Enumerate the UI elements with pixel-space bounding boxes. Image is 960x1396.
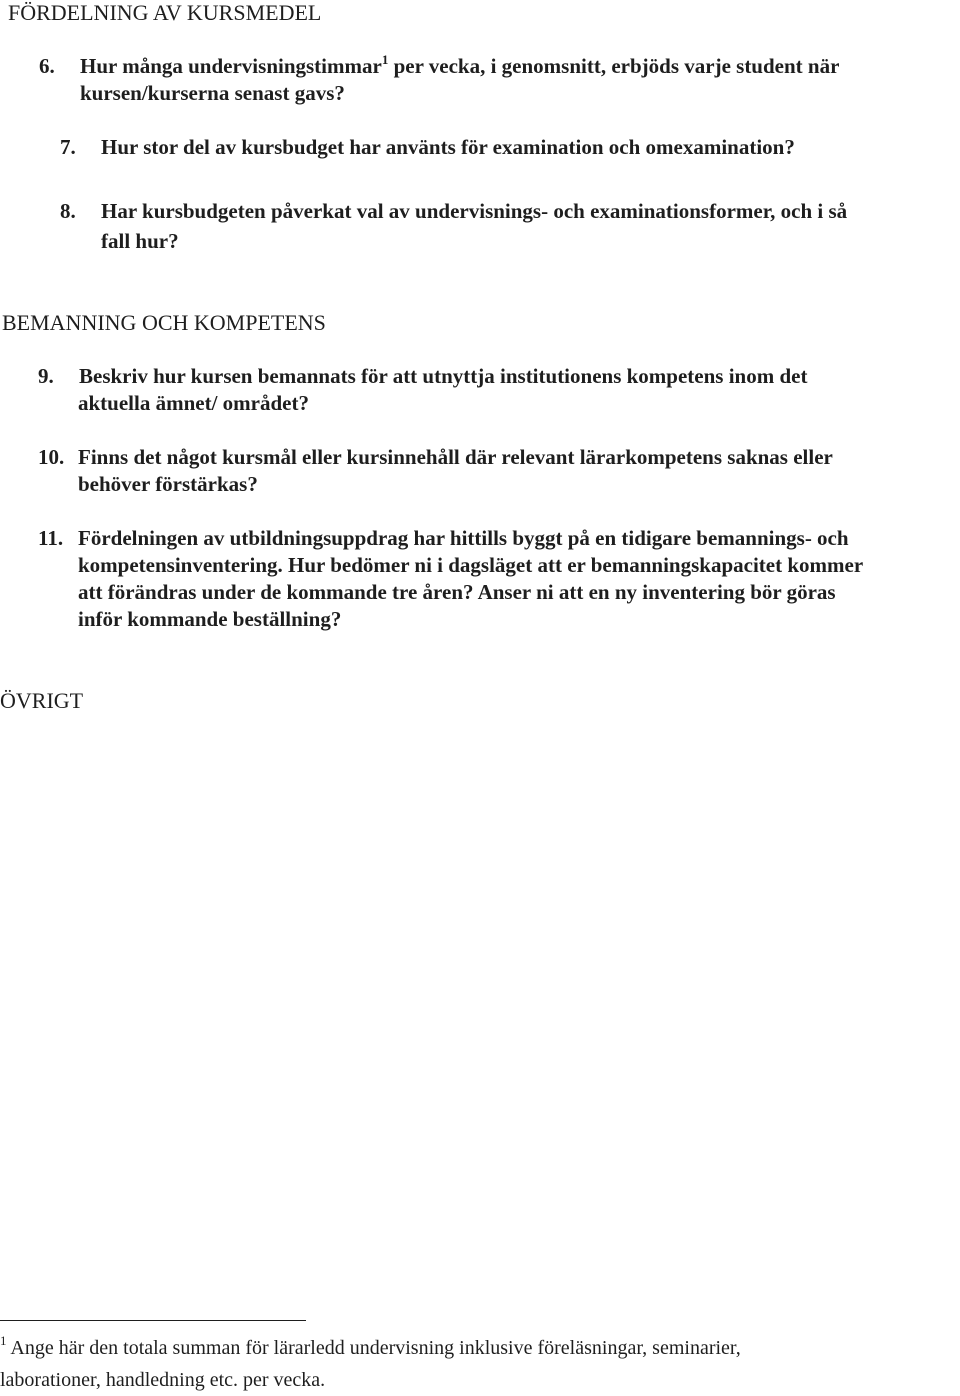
- footnote-reference: 1: [381, 52, 389, 67]
- footnote: [0, 1332, 741, 1364]
- question-text: per vecka, i genomsnitt, erbjöds varje student när: [388, 54, 840, 78]
- question-8-line-2: fall hur?: [101, 229, 179, 253]
- section-heading-bemanning: BEMANNING OCH KOMPETENS: [2, 310, 326, 335]
- question-text: Finns det något kursmål eller kursinnehåll där relevant lärarkompetens saknas eller: [78, 445, 833, 469]
- footnote-marker: 1: [0, 1333, 7, 1348]
- question-number: 7.: [60, 135, 76, 159]
- footnote-separator: [0, 1320, 306, 1321]
- question-6-line-2: kursen/kurserna senast gavs?: [80, 81, 345, 105]
- question-10: [38, 444, 833, 471]
- question-number: 10.: [38, 445, 65, 469]
- question-text: Fördelningen av utbildningsuppdrag har hittills byggt på en tidigare bemannings- och: [78, 526, 849, 550]
- question-9-line-2: aktuella ämnet/ området?: [78, 391, 309, 415]
- section-heading-fordelning: FÖRDELNING AV KURSMEDEL: [8, 0, 322, 25]
- question-text: Hur stor del av kursbudget har använts för examination och omexamination?: [101, 135, 795, 159]
- question-11: [38, 525, 849, 552]
- question-11-line-3: att förändras under de kommande tre åren? Anser ni att en ny inventering bör göras: [78, 580, 836, 604]
- question-text: Har kursbudgeten påverkat val av undervisnings- och examinationsformer, och i så: [101, 199, 848, 223]
- question-text: Beskriv hur kursen bemannats för att utnyttja institutionens kompetens inom det: [79, 364, 808, 388]
- footnote-text: Ange här den totala summan för lärarledd undervisning inklusive föreläsningar, seminarier,: [6, 1337, 741, 1359]
- question-number: 11.: [38, 526, 64, 550]
- question-number: 9.: [38, 364, 54, 388]
- question-8: [60, 198, 847, 225]
- question-number: 6.: [39, 54, 55, 78]
- question-9: [38, 363, 807, 390]
- question-number: 8.: [60, 199, 76, 223]
- question-10-line-2: behöver förstärkas?: [78, 472, 258, 496]
- question-11-line-2: kompetensinventering. Hur bedömer ni i dagsläget att er bemanningskapacitet kommer: [78, 553, 864, 577]
- question-7: [60, 134, 795, 161]
- question-6: [39, 53, 839, 80]
- footnote-line-2: laborationer, handledning etc. per vecka.: [0, 1369, 326, 1391]
- section-heading-ovrigt: ÖVRIGT: [0, 688, 84, 713]
- question-text: Hur många undervisningstimmar: [80, 54, 382, 78]
- question-11-line-4: inför kommande beställning?: [78, 607, 342, 631]
